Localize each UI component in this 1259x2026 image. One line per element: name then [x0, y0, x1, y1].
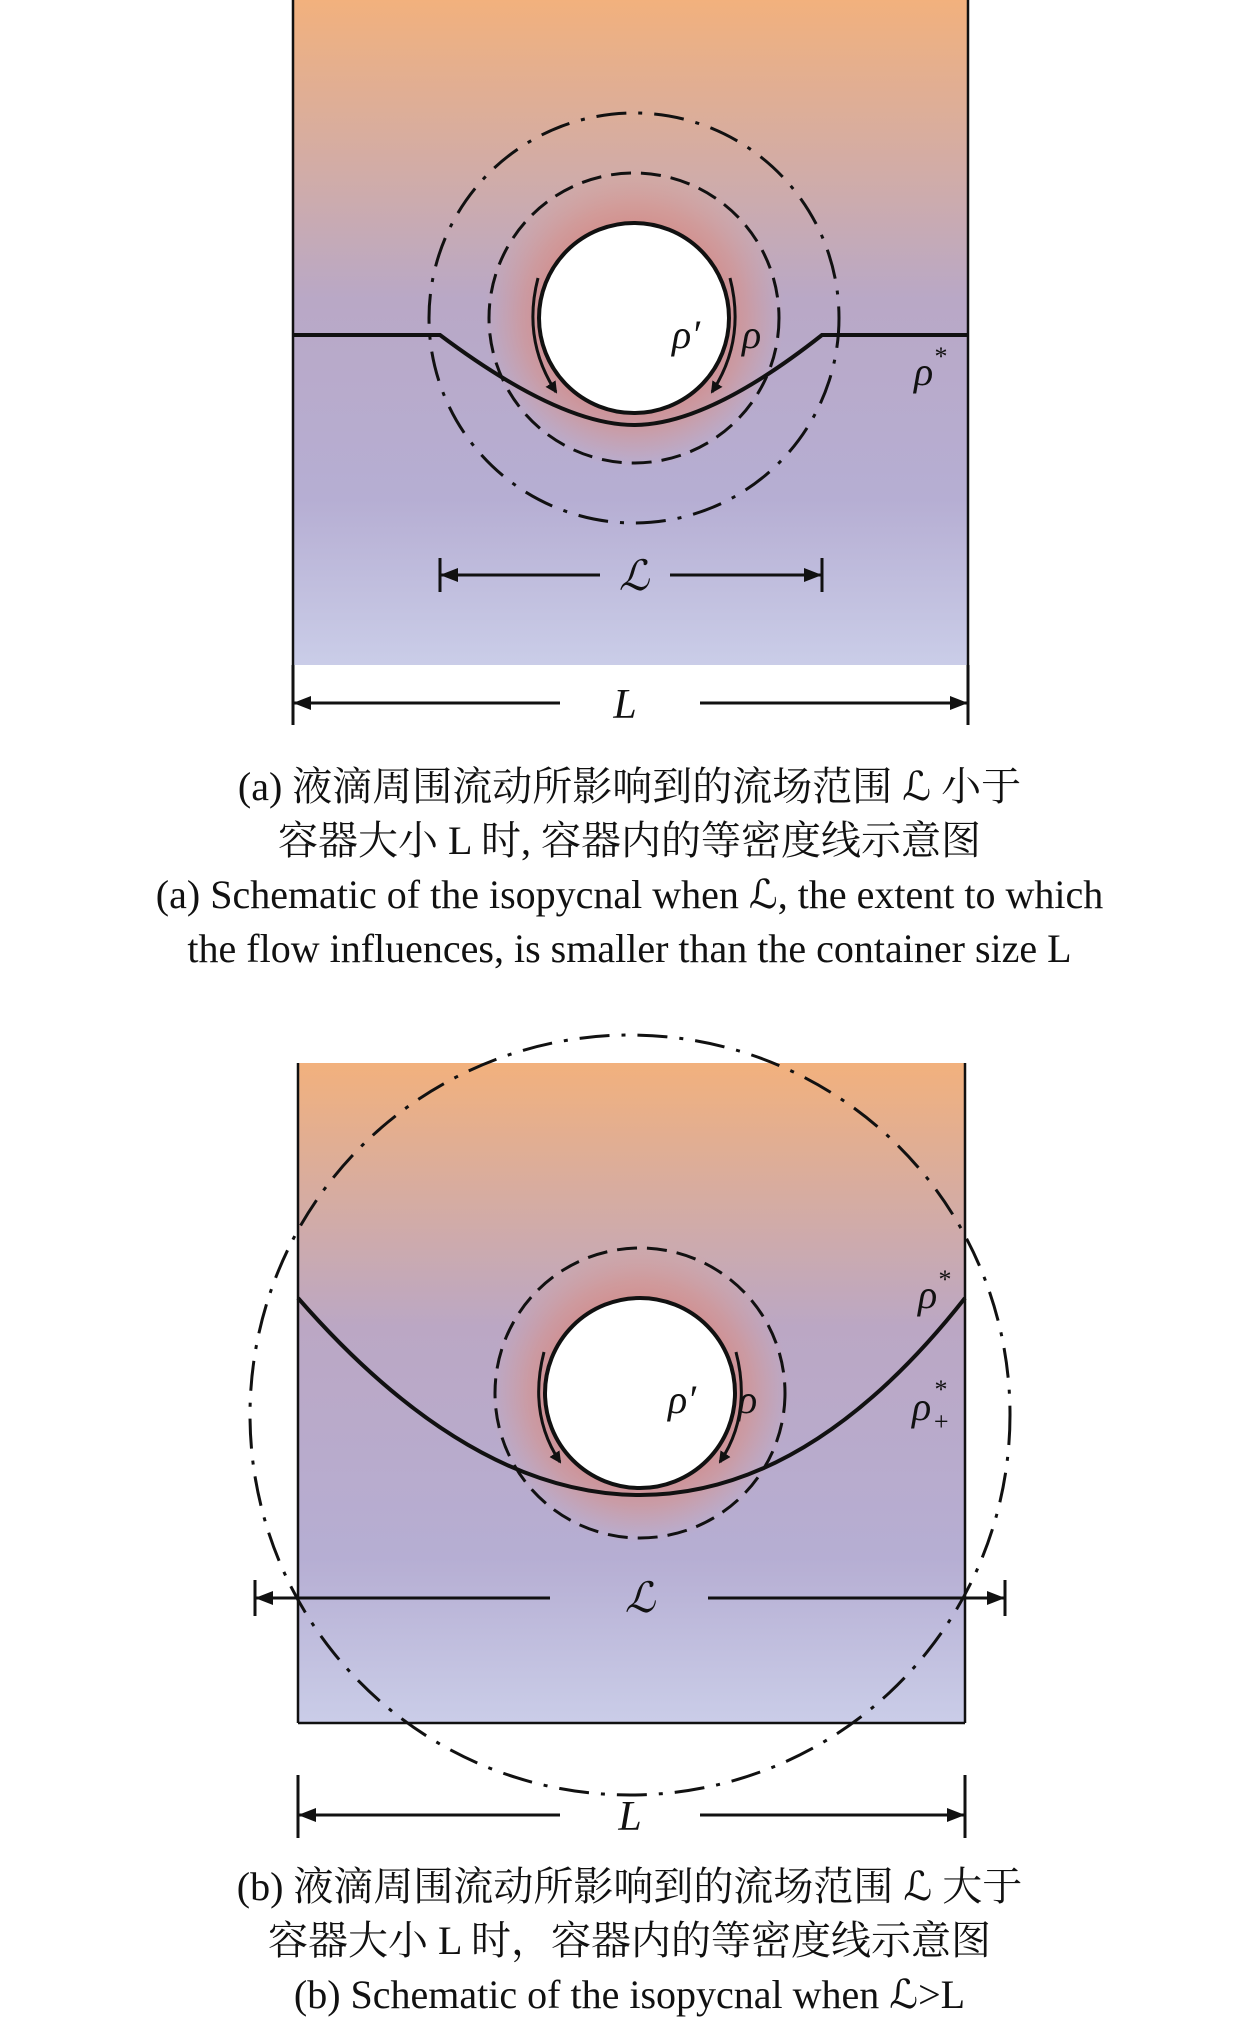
panel-b-rho-label: ρ: [738, 1377, 758, 1422]
panel-b-L-dimension: [298, 1775, 965, 1840]
panel-a-diagram: [293, 0, 968, 728]
panel-b-script-L-label: ℒ: [624, 1576, 656, 1622]
panel-a-droplet: [539, 223, 729, 413]
panel-b-caption-zh-2: 容器大小 L 时，容器内的等密度线示意图: [268, 1918, 991, 1963]
panel-b-caption-zh-1: (b) 液滴周围流动所影响到的流场范围 ℒ 大于: [236, 1864, 1023, 1909]
panel-b-droplet: [545, 1298, 735, 1488]
panel-b-rho-prime-label: ρ′: [668, 1377, 696, 1422]
panel-b-rho-plus-label: ρ* +: [912, 1375, 950, 1436]
panel-a-caption-en-2: the flow influences, is smaller than the container size L: [187, 926, 1072, 971]
panel-b-diagram: [250, 1035, 1010, 1840]
panel-a-caption-zh-2: 容器大小 L 时, 容器内的等密度线示意图: [278, 818, 981, 863]
panel-a-caption-zh-1: (a) 液滴周围流动所影响到的流场范围 ℒ 小于: [237, 764, 1022, 809]
panel-a-rho-star-label: ρ*: [914, 342, 947, 394]
panel-a-script-L-label: ℒ: [618, 554, 650, 600]
panel-a-L-dimension: [293, 665, 968, 728]
panel-b-rho-star-label: ρ*: [918, 1265, 951, 1317]
panel-a-caption-en-1: (a) Schematic of the isopycnal when ℒ, the extent to which: [155, 872, 1104, 917]
panel-a-rho-label: ρ: [742, 312, 762, 357]
panel-a-caption: [0, 760, 1259, 976]
panel-b-caption-en-1: (b) Schematic of the isopycnal when ℒ>L: [293, 1972, 966, 2017]
panel-b-caption: [0, 1860, 1259, 2022]
panel-a-L-label: L: [613, 682, 637, 728]
panel-a-rho-prime-label: ρ′: [672, 312, 700, 357]
panel-b-L-label: L: [618, 1794, 642, 1840]
